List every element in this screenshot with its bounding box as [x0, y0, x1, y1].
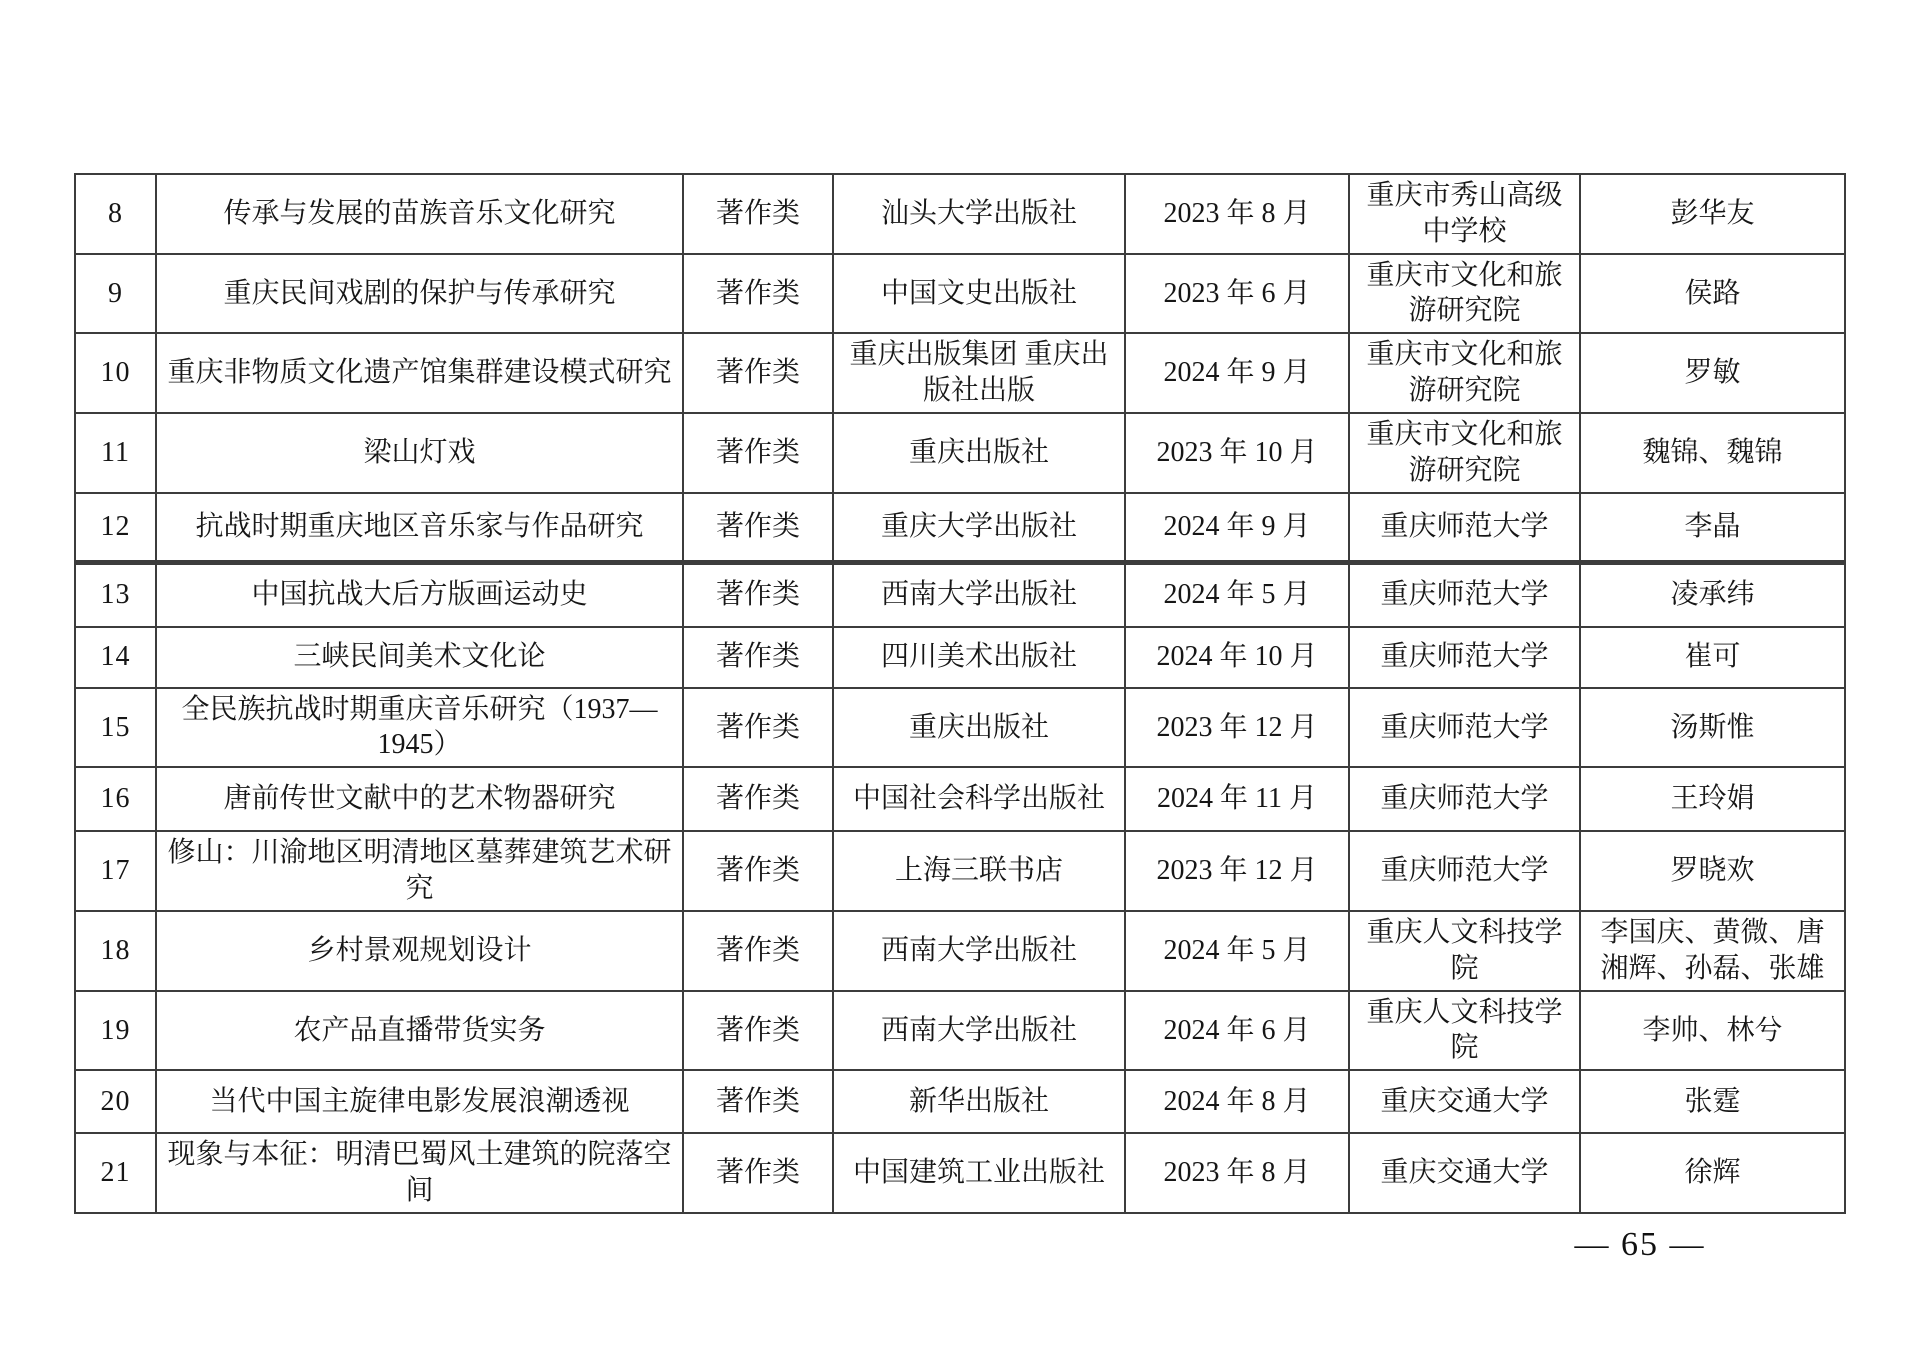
cell-category: 著作类	[683, 563, 833, 627]
cell-seq: 21	[75, 1133, 156, 1213]
cell-authors: 罗敏	[1580, 333, 1845, 413]
cell-seq: 11	[75, 413, 156, 493]
cell-seq: 16	[75, 767, 156, 831]
cell-publisher: 重庆出版社	[833, 688, 1125, 768]
table-row	[75, 333, 1845, 413]
cell-category: 著作类	[683, 1070, 833, 1133]
cell-publisher: 西南大学出版社	[833, 911, 1125, 991]
cell-category: 著作类	[683, 831, 833, 911]
cell-publisher: 中国建筑工业出版社	[833, 1133, 1125, 1213]
table-row	[75, 831, 1845, 911]
cell-category: 著作类	[683, 991, 833, 1071]
cell-authors: 王玲娟	[1580, 767, 1845, 831]
cell-institution: 重庆师范大学	[1349, 688, 1580, 768]
table-row	[75, 563, 1845, 627]
cell-category: 著作类	[683, 493, 833, 563]
cell-seq: 18	[75, 911, 156, 991]
cell-institution: 重庆师范大学	[1349, 767, 1580, 831]
cell-title: 三峡民间美术文化论	[156, 627, 683, 688]
publications-table	[74, 173, 1846, 1214]
cell-seq: 9	[75, 254, 156, 334]
cell-category: 著作类	[683, 254, 833, 334]
table-row	[75, 688, 1845, 768]
cell-category: 著作类	[683, 413, 833, 493]
cell-publisher: 新华出版社	[833, 1070, 1125, 1133]
cell-publisher: 中国文史出版社	[833, 254, 1125, 334]
cell-institution: 重庆人文科技学院	[1349, 911, 1580, 991]
cell-title: 农产品直播带货实务	[156, 991, 683, 1071]
cell-date: 2023 年 12 月	[1125, 688, 1349, 768]
cell-institution: 重庆人文科技学院	[1349, 991, 1580, 1071]
cell-date: 2024 年 5 月	[1125, 563, 1349, 627]
cell-seq: 8	[75, 174, 156, 254]
cell-institution: 重庆市文化和旅游研究院	[1349, 254, 1580, 334]
cell-institution: 重庆师范大学	[1349, 563, 1580, 627]
cell-institution: 重庆师范大学	[1349, 493, 1580, 563]
cell-title: 抗战时期重庆地区音乐家与作品研究	[156, 493, 683, 563]
cell-title: 唐前传世文献中的艺术物器研究	[156, 767, 683, 831]
cell-institution: 重庆交通大学	[1349, 1070, 1580, 1133]
cell-authors: 李帅、林兮	[1580, 991, 1845, 1071]
cell-seq: 17	[75, 831, 156, 911]
cell-title: 传承与发展的苗族音乐文化研究	[156, 174, 683, 254]
cell-publisher: 重庆大学出版社	[833, 493, 1125, 563]
page-number: — 65 —	[1574, 1226, 1706, 1263]
cell-date: 2024 年 5 月	[1125, 911, 1349, 991]
cell-category: 著作类	[683, 1133, 833, 1213]
cell-authors: 汤斯惟	[1580, 688, 1845, 768]
table-row	[75, 767, 1845, 831]
cell-publisher: 汕头大学出版社	[833, 174, 1125, 254]
cell-category: 著作类	[683, 174, 833, 254]
cell-authors: 魏锦、魏锦	[1580, 413, 1845, 493]
cell-category: 著作类	[683, 911, 833, 991]
cell-date: 2024 年 8 月	[1125, 1070, 1349, 1133]
cell-institution: 重庆市文化和旅游研究院	[1349, 413, 1580, 493]
cell-title: 梁山灯戏	[156, 413, 683, 493]
cell-title: 乡村景观规划设计	[156, 911, 683, 991]
cell-authors: 李国庆、黄微、唐湘辉、孙磊、张雄	[1580, 911, 1845, 991]
cell-publisher: 四川美术出版社	[833, 627, 1125, 688]
table-row	[75, 991, 1845, 1071]
cell-title: 重庆民间戏剧的保护与传承研究	[156, 254, 683, 334]
table-row	[75, 413, 1845, 493]
cell-institution: 重庆市秀山高级中学校	[1349, 174, 1580, 254]
cell-date: 2024 年 10 月	[1125, 627, 1349, 688]
table-row	[75, 911, 1845, 991]
cell-publisher: 中国社会科学出版社	[833, 767, 1125, 831]
cell-publisher: 重庆出版集团 重庆出版社出版	[833, 333, 1125, 413]
table-row	[75, 1070, 1845, 1133]
cell-date: 2023 年 8 月	[1125, 1133, 1349, 1213]
table-row	[75, 254, 1845, 334]
cell-category: 著作类	[683, 333, 833, 413]
cell-date: 2023 年 10 月	[1125, 413, 1349, 493]
publications-table-body	[75, 174, 1845, 1213]
table-row	[75, 493, 1845, 563]
table-row	[75, 627, 1845, 688]
cell-date: 2024 年 9 月	[1125, 333, 1349, 413]
cell-title: 当代中国主旋律电影发展浪潮透视	[156, 1070, 683, 1133]
cell-authors: 李晶	[1580, 493, 1845, 563]
cell-category: 著作类	[683, 688, 833, 768]
cell-category: 著作类	[683, 627, 833, 688]
cell-authors: 罗晓欢	[1580, 831, 1845, 911]
cell-authors: 徐辉	[1580, 1133, 1845, 1213]
cell-publisher: 西南大学出版社	[833, 563, 1125, 627]
cell-date: 2024 年 6 月	[1125, 991, 1349, 1071]
cell-authors: 崔可	[1580, 627, 1845, 688]
cell-institution: 重庆师范大学	[1349, 831, 1580, 911]
cell-title: 中国抗战大后方版画运动史	[156, 563, 683, 627]
cell-title: 现象与本征：明清巴蜀风土建筑的院落空间	[156, 1133, 683, 1213]
cell-seq: 10	[75, 333, 156, 413]
table-row	[75, 1133, 1845, 1213]
cell-date: 2023 年 12 月	[1125, 831, 1349, 911]
cell-publisher: 西南大学出版社	[833, 991, 1125, 1071]
cell-date: 2023 年 6 月	[1125, 254, 1349, 334]
cell-seq: 20	[75, 1070, 156, 1133]
cell-authors: 侯路	[1580, 254, 1845, 334]
table-row	[75, 174, 1845, 254]
cell-seq: 12	[75, 493, 156, 563]
cell-institution: 重庆师范大学	[1349, 627, 1580, 688]
cell-institution: 重庆交通大学	[1349, 1133, 1580, 1213]
cell-date: 2024 年 11 月	[1125, 767, 1349, 831]
cell-title: 修山：川渝地区明清地区墓葬建筑艺术研究	[156, 831, 683, 911]
cell-authors: 凌承纬	[1580, 563, 1845, 627]
cell-seq: 14	[75, 627, 156, 688]
cell-institution: 重庆市文化和旅游研究院	[1349, 333, 1580, 413]
cell-category: 著作类	[683, 767, 833, 831]
cell-publisher: 上海三联书店	[833, 831, 1125, 911]
cell-seq: 19	[75, 991, 156, 1071]
cell-seq: 15	[75, 688, 156, 768]
cell-date: 2023 年 8 月	[1125, 174, 1349, 254]
cell-authors: 张霆	[1580, 1070, 1845, 1133]
cell-seq: 13	[75, 563, 156, 627]
cell-authors: 彭华友	[1580, 174, 1845, 254]
cell-date: 2024 年 9 月	[1125, 493, 1349, 563]
cell-title: 全民族抗战时期重庆音乐研究（1937—1945）	[156, 688, 683, 768]
cell-publisher: 重庆出版社	[833, 413, 1125, 493]
cell-title: 重庆非物质文化遗产馆集群建设模式研究	[156, 333, 683, 413]
